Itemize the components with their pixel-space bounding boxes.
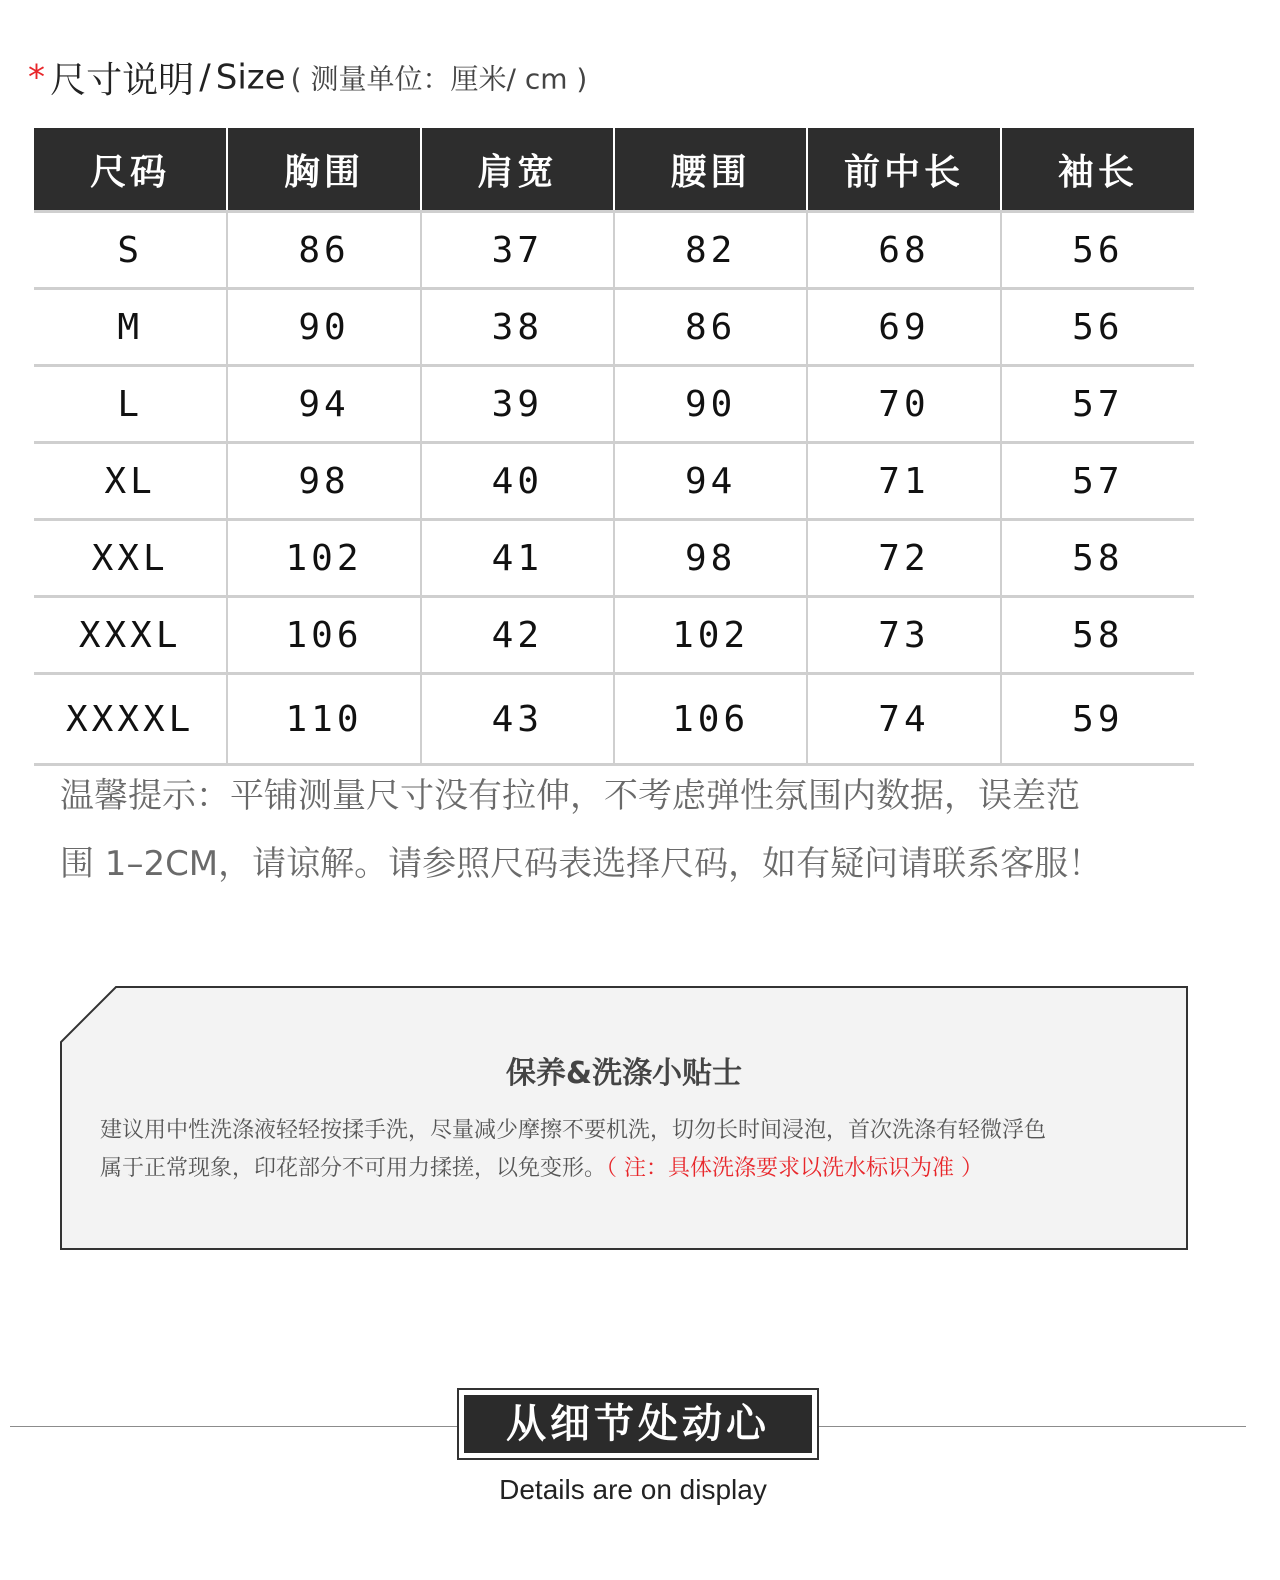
table-cell: 73 [807, 597, 1000, 674]
tip-text [60, 762, 1200, 898]
table-cell: 98 [227, 443, 420, 520]
table-cell: 68 [807, 212, 1000, 289]
table-cell: 42 [421, 597, 614, 674]
table-cell: 86 [227, 212, 420, 289]
care-line-1: 建议用中性洗涤液轻轻按揉手洗，尽量减少摩擦不要机洗，切勿长时间浸泡，首次洗涤有轻微浮色 [100, 1118, 1047, 1143]
table-cell: XXXXL [34, 674, 227, 765]
table-header-row [34, 128, 1194, 212]
table-cell: 106 [227, 597, 420, 674]
title-unit: ( 测量单位：厘米/ cm ) [290, 62, 588, 96]
table-row [34, 597, 1194, 674]
table-cell: XXXL [34, 597, 227, 674]
table-cell: 57 [1001, 366, 1194, 443]
table-cell: 71 [807, 443, 1000, 520]
table-cell: 70 [807, 366, 1000, 443]
care-text [100, 1112, 1180, 1188]
table-cell: 41 [421, 520, 614, 597]
table-cell: 59 [1001, 674, 1194, 765]
size-table [34, 128, 1194, 766]
care-line-2 [100, 1150, 1180, 1188]
details-subtitle: Details are on display [499, 1474, 767, 1505]
details-banner-cn: 从细节处动心 [464, 1395, 812, 1453]
table-cell: 82 [614, 212, 807, 289]
tip-line-1: 温馨提示：平铺测量尺寸没有拉伸，不考虑弹性氛围内数据，误差范 [60, 776, 1080, 816]
header-waist: 腰围 [614, 128, 807, 212]
table-cell: 58 [1001, 597, 1194, 674]
table-cell: 94 [614, 443, 807, 520]
table-row [34, 520, 1194, 597]
table-cell: L [34, 366, 227, 443]
table-cell: 56 [1001, 289, 1194, 366]
tip-line-2: 围 1–2CM，请谅解。请参照尺码表选择尺码，如有疑问请联系客服！ [60, 844, 1103, 884]
table-cell: 58 [1001, 520, 1194, 597]
table-cell: 69 [807, 289, 1000, 366]
table-cell: XL [34, 443, 227, 520]
table-cell: 43 [421, 674, 614, 765]
table-cell: 90 [614, 366, 807, 443]
table-row [34, 443, 1194, 520]
table-body [34, 212, 1194, 765]
details-banner [457, 1388, 819, 1460]
table-row [34, 289, 1194, 366]
table-cell: 102 [614, 597, 807, 674]
header-size: 尺码 [34, 128, 227, 212]
table-cell: 86 [614, 289, 807, 366]
header-chest: 胸围 [227, 128, 420, 212]
header-shoulder: 肩宽 [421, 128, 614, 212]
table-cell: 102 [227, 520, 420, 597]
table-row [34, 674, 1194, 765]
table-cell: 56 [1001, 212, 1194, 289]
table-cell: 106 [614, 674, 807, 765]
title-en: Size [215, 57, 286, 98]
required-star: * [28, 57, 45, 98]
table-cell: 57 [1001, 443, 1194, 520]
table-cell: M [34, 289, 227, 366]
care-line-2-text: 属于正常现象，印花部分不可用力揉搓，以免变形。 [100, 1156, 607, 1181]
table-cell: 74 [807, 674, 1000, 765]
table-cell: 90 [227, 289, 420, 366]
table-cell: 110 [227, 674, 420, 765]
table-cell: 37 [421, 212, 614, 289]
title-separator: / [199, 57, 211, 98]
table-cell: 39 [421, 366, 614, 443]
table-cell: 98 [614, 520, 807, 597]
table-row [34, 366, 1194, 443]
care-note: （ 注：具体洗涤要求以洗水标识为准 ） [606, 1156, 984, 1181]
section-title [28, 52, 587, 102]
table-cell: 72 [807, 520, 1000, 597]
table-row [34, 212, 1194, 289]
header-front-length: 前中长 [807, 128, 1000, 212]
table-cell: 38 [421, 289, 614, 366]
table-cell: S [34, 212, 227, 289]
care-title: 保养&洗涤小贴士 [505, 1056, 743, 1091]
table-cell: 94 [227, 366, 420, 443]
title-cn: 尺寸说明 [50, 60, 195, 101]
table-cell: XXL [34, 520, 227, 597]
table-cell: 40 [421, 443, 614, 520]
header-sleeve: 袖长 [1001, 128, 1194, 212]
